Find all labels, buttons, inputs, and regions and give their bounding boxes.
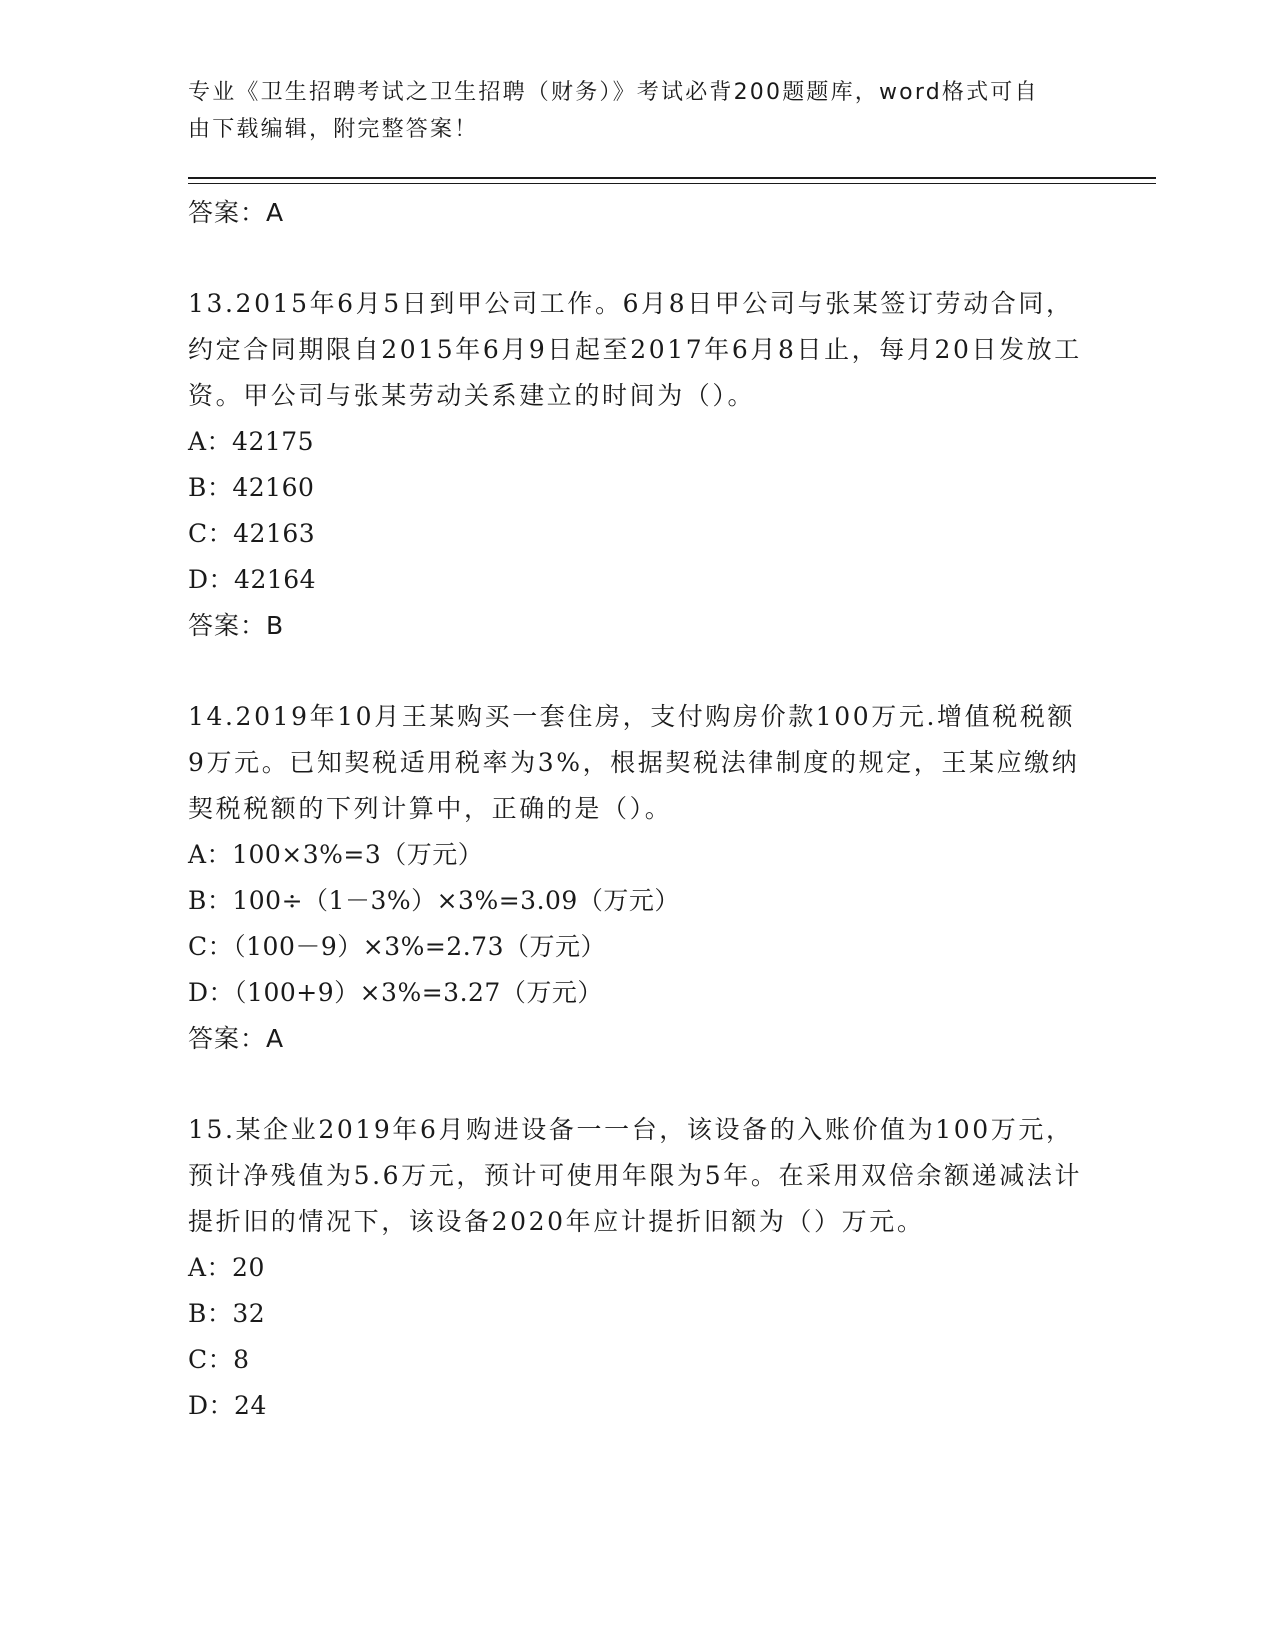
answer: 答案：B	[188, 611, 285, 640]
option-d: D：42164	[188, 565, 317, 594]
option-c: C：8	[188, 1345, 250, 1374]
header-rule-thin	[188, 183, 1156, 184]
option-d: D：24	[188, 1391, 267, 1420]
question-text: 15.某企业2019年6月购进设备一一台，该设备的入账价值为100万元，预计净残值为5.6万元，预计可使用年限为5年。在采用双倍余额递减法计提折旧的情况下，该设备2020年应计提折旧额为（）万元。	[188, 1115, 1083, 1236]
option-a: A：42175	[188, 427, 315, 456]
option-a: A：100×3%=3（万元）	[188, 840, 484, 869]
document-header	[188, 74, 1078, 148]
question-14	[188, 694, 1088, 1062]
question-text: 13.2015年6月5日到甲公司工作。6月8日甲公司与张某签订劳动合同，约定合同期限自2015年6月9日起至2017年6月8日止，每月20日发放工资。甲公司与张某劳动关系建立的时间为（）。	[188, 289, 1082, 410]
question-text: 14.2019年10月王某购买一套住房，支付购房价款100万元.增值税税额9万元。已知契税适用税率为3%，根据契税法律制度的规定，王某应缴纳契税税额的下列计算中，正确的是（）。	[188, 702, 1080, 823]
option-b: B：32	[188, 1299, 266, 1328]
header-line-1: 专业《卫生招聘考试之卫生招聘（财务）》考试必背200题题库，word格式可自	[188, 80, 1039, 105]
option-c: C：42163	[188, 519, 316, 548]
question-13	[188, 281, 1088, 649]
option-b: B：100÷（1－3%）×3%=3.09（万元）	[188, 886, 680, 915]
option-b: B：42160	[188, 473, 315, 502]
question-list	[188, 190, 1088, 1429]
header-line-2: 由下载编辑，附完整答案！	[188, 117, 479, 142]
option-c: C：（100－9）×3%=2.73（万元）	[188, 932, 606, 961]
answer-previous: 答案：A	[188, 198, 285, 227]
answer: 答案：A	[188, 1024, 285, 1053]
option-a: A：20	[188, 1253, 265, 1282]
option-d: D：（100+9）×3%=3.27（万元）	[188, 978, 603, 1007]
question-15	[188, 1107, 1088, 1429]
header-rule-thick	[188, 177, 1156, 179]
